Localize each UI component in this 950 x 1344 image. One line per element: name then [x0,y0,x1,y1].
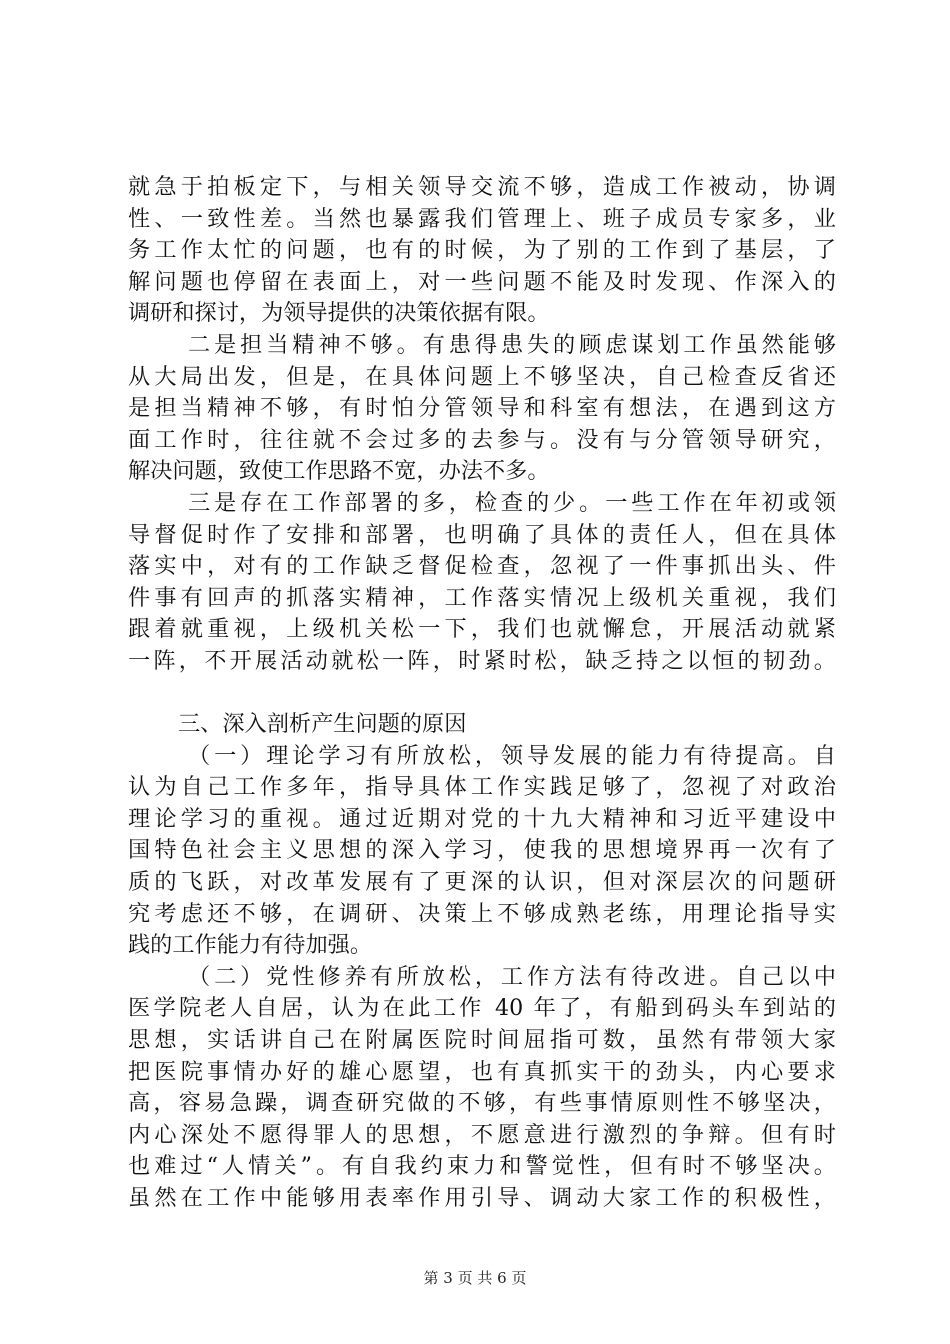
text-line: 践的工作能力有待加强。 [128,932,373,959]
paragraph-4 [128,741,836,962]
text-line: 认为自己工作多年，指导具体工作实践足够了，忽视了对政治 [128,774,836,801]
text-line: 从大局出发，但是，在具体问题上不够坚决，自己检查反省还 [128,363,836,390]
text-line: 三是存在工作部署的多，检查的少。一些工作在年初或领 [188,489,836,516]
text-line: 面工作时，往往就不会过多的去参与。没有与分管领导研究， [128,426,836,453]
text-line: （一）理论学习有所放松，领导发展的能力有待提高。自 [188,742,836,769]
text-line: 一阵，不开展活动就松一阵，时紧时松，缺乏持之以恒的韧劲。 [128,647,836,674]
text-line: 究考虑还不够，在调研、决策上不够成熟老练，用理论指导实 [128,900,836,927]
blank-line [128,678,836,710]
text-line: 理论学习的重视。通过近期对党的十九大精神和习近平建设中 [128,805,836,832]
page-number-footer: 第 3 页 共 6 页 [423,1269,527,1287]
text-line: 质的飞跃，对改革发展有了更深的认识，但对深层次的问题研 [128,869,836,896]
text-line: 调研和探讨，为领导提供的决策依据有限。 [128,300,550,327]
text-line: 跟着就重视，上级机关松一下，我们也就懈怠，开展活动就紧 [128,616,836,643]
text-line: 落实中，对有的工作缺乏督促检查，忽视了一件事抓出头、件 [128,553,836,580]
text-line: 虽然在工作中能够用表率作用引导、调动大家工作的积极性， [128,1185,836,1211]
text-line: 是担当精神不够，有时怕分管领导和科室有想法，在遇到这方 [128,395,836,422]
text-line: 件事有回声的抓落实精神，工作落实情况上级机关重视，我们 [128,584,836,611]
text-line: 二是担当精神不够。有患得患失的顾虑谋划工作虽然能够 [188,331,836,358]
paragraph-1 [128,172,836,330]
text-line: 解问题也停留在表面上，对一些问题不能及时发现、作深入的 [128,268,836,295]
text-line: 性、一致性差。当然也暴露我们管理上、班子成员专家多，业 [128,205,836,232]
text-line: 把医院事情办好的雄心愿望，也有真抓实干的劲头，内心要求 [128,1058,836,1085]
text-line: 高，容易急躁，调查研究做的不够，有些事情原则性不够坚决， [128,1090,836,1117]
text-line: 也难过“人情关”。有自我约束力和警觉性，但有时不够坚决。 [128,1153,836,1180]
paragraph-2 [128,330,836,488]
text-line: 导督促时作了安排和部署，也明确了具体的责任人，但在具体 [128,521,836,548]
paragraph-3 [128,488,836,678]
paragraph-5 [128,962,836,1215]
text-line: 内心深处不愿得罪人的思想，不愿意进行激烈的争辩。但有时 [128,1121,836,1148]
text-line: 解决问题，致使工作思路不宽，办法不多。 [128,458,550,485]
text-line: 思想，实话讲自己在附属医院时间屈指可数，虽然有带领大家 [128,1027,836,1054]
text-line: 医学院老人自居，认为在此工作 40 年了，有船到码头车到站的 [128,995,836,1022]
section-heading: 三、深入剖析产生问题的原因 [178,711,467,738]
text-line: 国特色社会主义思想的深入学习，使我的思想境界再一次有了 [128,837,836,864]
text-line: （二）党性修养有所放松，工作方法有待改进。自己以中 [188,963,836,990]
text-line: 就急于拍板定下，与相关领导交流不够，造成工作被动，协调 [128,174,836,200]
document-body [128,172,836,1215]
text-line: 务工作太忙的问题，也有的时候，为了别的工作到了基层，了 [128,237,836,264]
